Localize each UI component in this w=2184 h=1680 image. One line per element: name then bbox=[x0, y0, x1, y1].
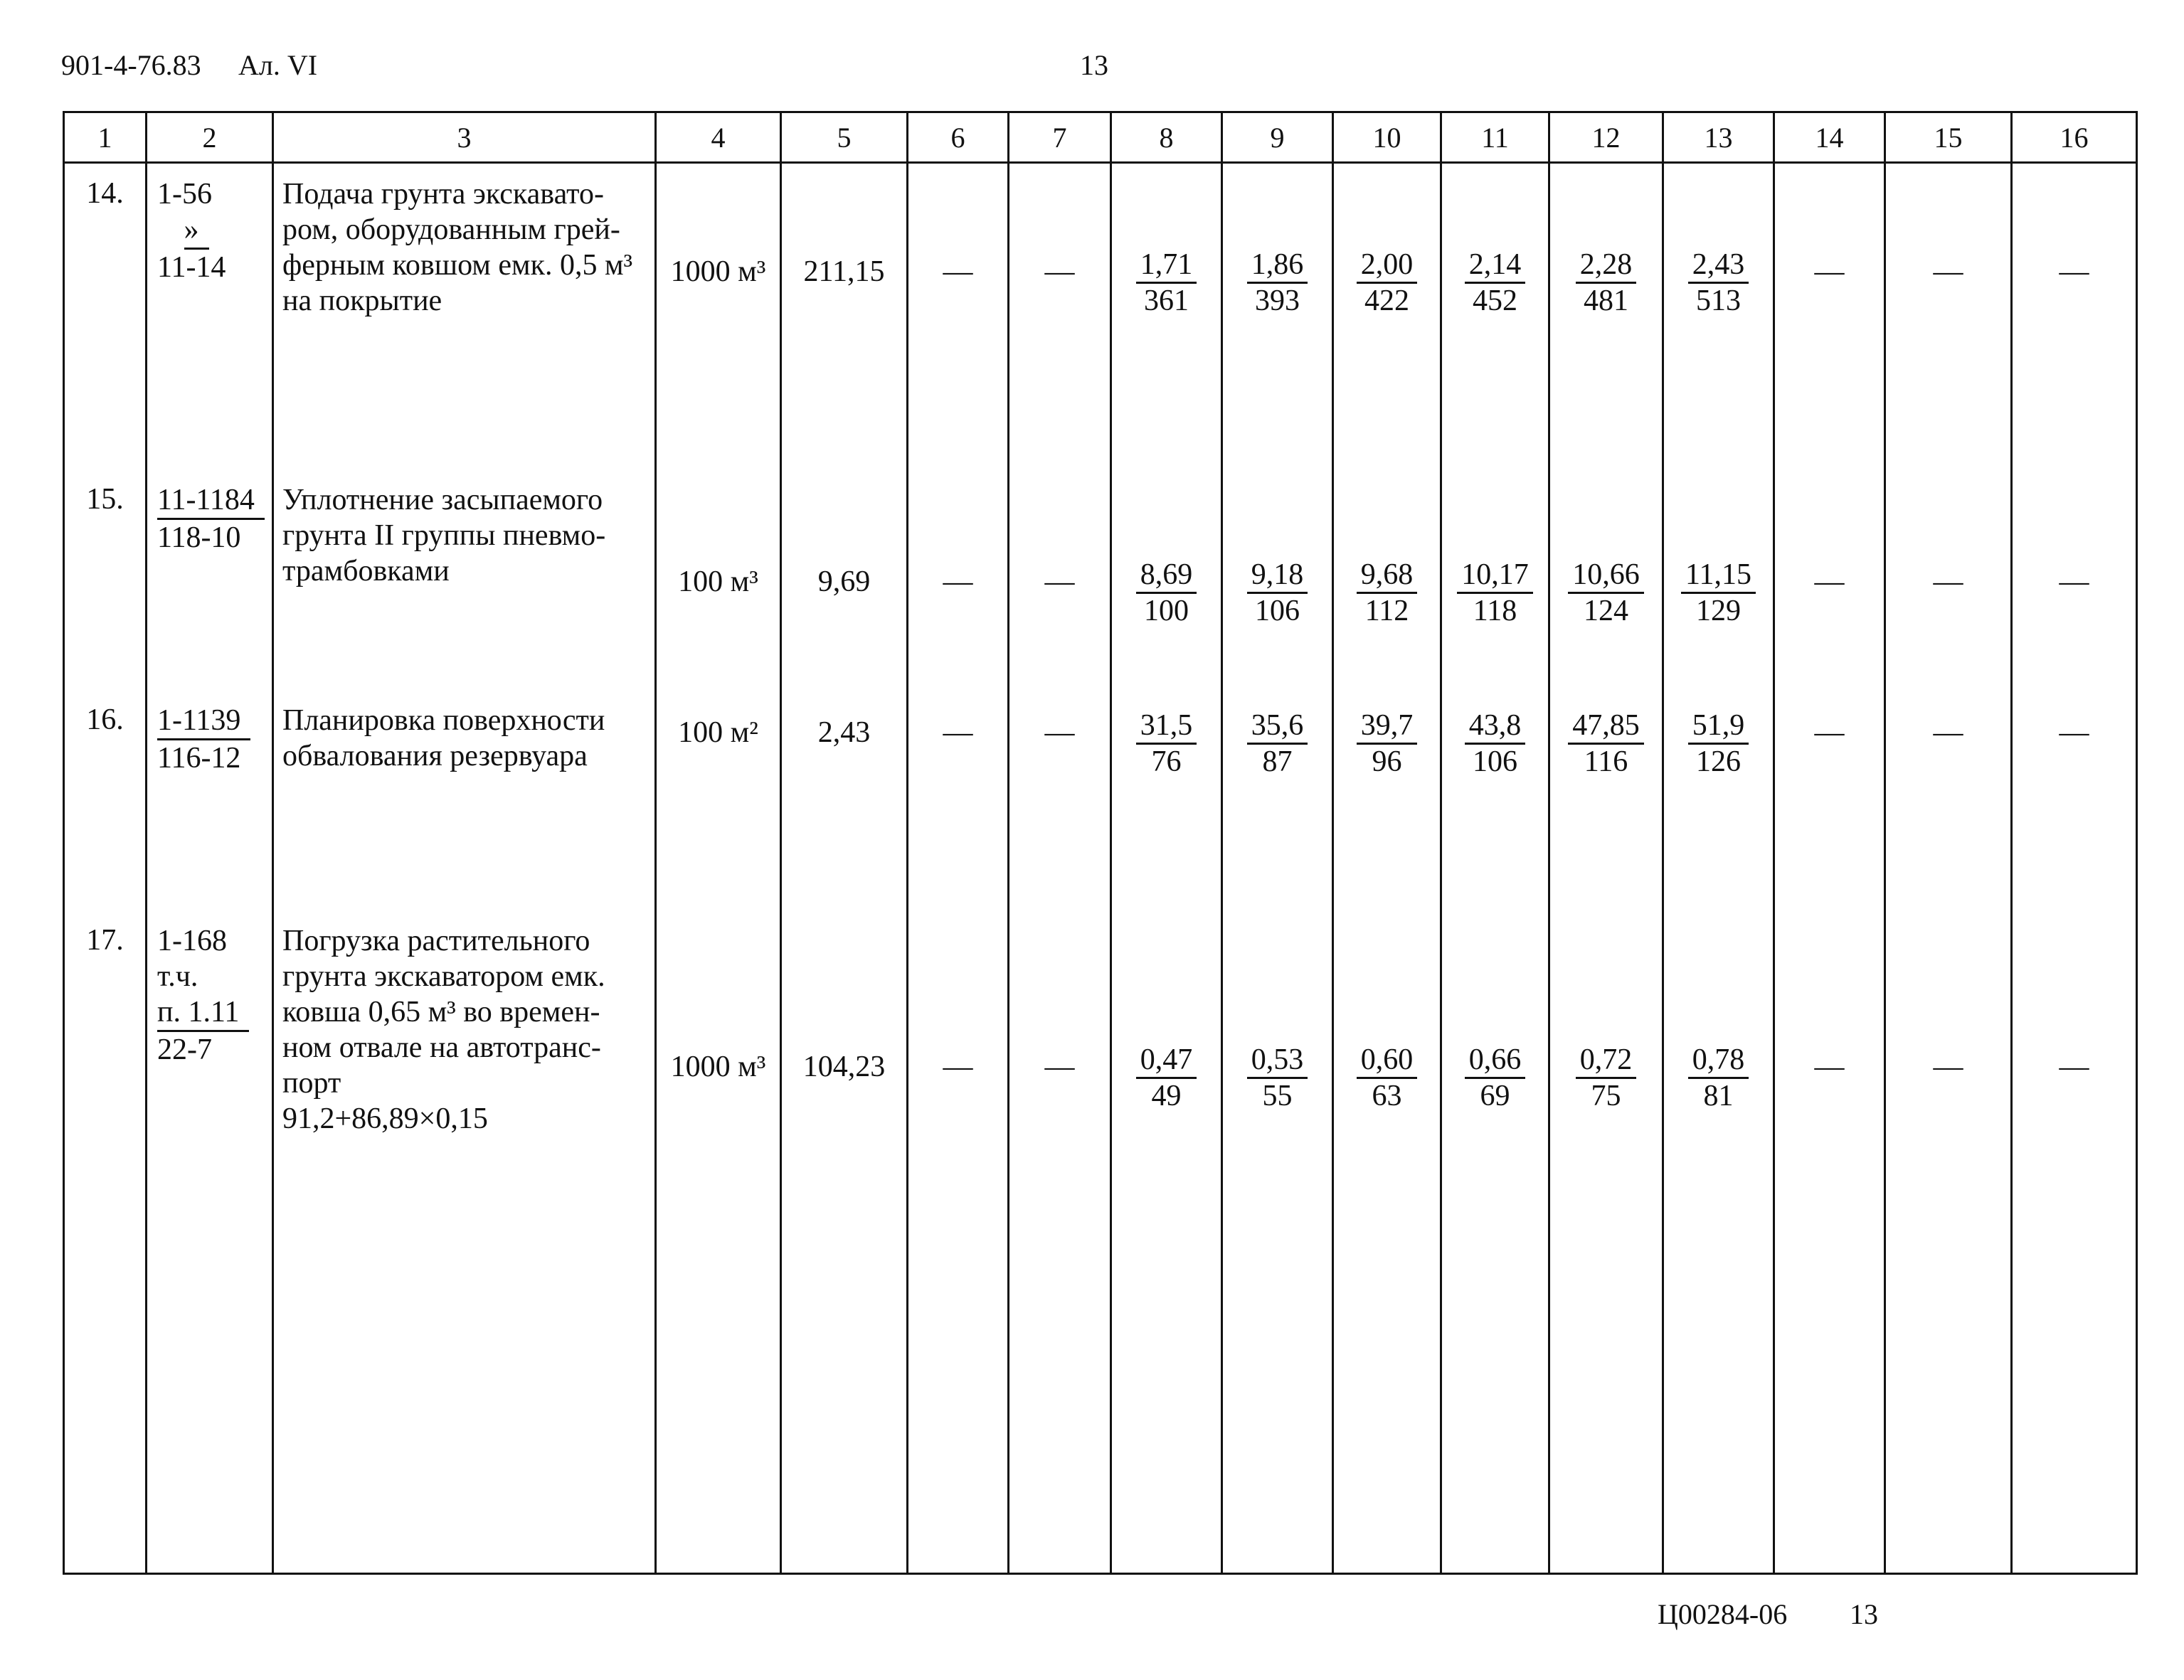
fraction-denominator: 126 bbox=[1696, 745, 1741, 778]
fraction-denominator: 87 bbox=[1262, 745, 1293, 778]
col-7 bbox=[1009, 163, 1111, 1574]
item-number: 16. bbox=[86, 703, 124, 736]
fraction-numerator: 1,86 bbox=[1247, 248, 1308, 284]
fraction-denominator: 112 bbox=[1364, 595, 1409, 627]
fraction-cell bbox=[1223, 248, 1332, 318]
table-body bbox=[64, 163, 2137, 1574]
norm-code-line bbox=[157, 176, 272, 212]
fraction-denominator: 106 bbox=[1473, 745, 1517, 778]
fraction-cell bbox=[1550, 248, 1662, 318]
column-number: 6 bbox=[908, 112, 1009, 163]
fraction-cell bbox=[1334, 558, 1440, 628]
empty-dash: — bbox=[943, 565, 973, 598]
column-number: 15 bbox=[1885, 112, 2012, 163]
fraction-value bbox=[1465, 708, 1526, 779]
fraction-value bbox=[1681, 558, 1756, 628]
fraction-value bbox=[1568, 708, 1644, 779]
fraction-cell bbox=[1112, 558, 1221, 628]
norm-code-text: 1-1139 bbox=[157, 703, 250, 740]
fraction-denominator: 129 bbox=[1695, 595, 1741, 627]
empty-dash: — bbox=[1814, 716, 1845, 749]
fraction-denominator: 481 bbox=[1584, 285, 1628, 317]
fraction-value bbox=[1136, 248, 1197, 318]
fraction-cell bbox=[1112, 1043, 1221, 1113]
col-8 bbox=[1111, 163, 1222, 1574]
description-line: ром, оборудованным грей- bbox=[282, 213, 620, 246]
description-line: грунта экскаватором емк. bbox=[282, 960, 605, 993]
fraction-cell bbox=[1442, 1043, 1548, 1113]
norm-code-text: 118-10 bbox=[157, 521, 241, 554]
col-9 bbox=[1222, 163, 1333, 1574]
norm-code-text: 11-1184 bbox=[157, 482, 265, 520]
fraction-numerator: 1,71 bbox=[1136, 248, 1197, 284]
fraction-denominator: 75 bbox=[1591, 1080, 1621, 1112]
fraction-denominator: 81 bbox=[1703, 1080, 1734, 1112]
col-12 bbox=[1549, 163, 1663, 1574]
fraction-numerator: 0,78 bbox=[1688, 1043, 1749, 1079]
fraction-value bbox=[1465, 248, 1526, 318]
column-number: 4 bbox=[656, 112, 781, 163]
column-number: 13 bbox=[1663, 112, 1774, 163]
quantity-value: 2,43 bbox=[817, 716, 871, 749]
column-number: 5 bbox=[781, 112, 908, 163]
fraction-cell bbox=[1112, 708, 1221, 779]
norm-code-line bbox=[157, 482, 272, 520]
fraction-cell bbox=[1550, 1043, 1662, 1113]
empty-dash: — bbox=[1044, 255, 1075, 288]
column-number: 11 bbox=[1441, 112, 1549, 163]
empty-dash: — bbox=[1044, 716, 1075, 749]
fraction-cell bbox=[1550, 558, 1662, 628]
empty-dash: — bbox=[1933, 1051, 1963, 1083]
fraction-cell bbox=[1550, 708, 1662, 779]
column-number: 10 bbox=[1333, 112, 1441, 163]
work-description bbox=[274, 910, 654, 1137]
quantity-value: 211,15 bbox=[803, 255, 885, 288]
col-6 bbox=[908, 163, 1009, 1574]
norm-code-line bbox=[157, 212, 235, 250]
fraction-value bbox=[1136, 708, 1197, 779]
col-description bbox=[273, 163, 656, 1574]
unit-of-measure: 1000 м³ bbox=[670, 1051, 766, 1083]
description-line: на покрытие bbox=[282, 285, 442, 317]
empty-dash: — bbox=[2059, 1051, 2089, 1083]
col-16 bbox=[2012, 163, 2137, 1574]
unit-of-measure: 1000 м³ bbox=[670, 255, 766, 288]
empty-dash: — bbox=[1933, 565, 1963, 598]
fraction-value bbox=[1568, 558, 1644, 628]
fraction-numerator: 43,8 bbox=[1465, 708, 1526, 745]
fraction-value bbox=[1357, 248, 1418, 318]
norm-code-text: 116-12 bbox=[157, 742, 241, 775]
norm-code-text: 11-14 bbox=[157, 251, 226, 284]
unit-of-measure: 100 м² bbox=[678, 716, 758, 749]
description-line: обвалования резервуара bbox=[282, 740, 588, 772]
fraction-value bbox=[1576, 1043, 1637, 1113]
unit-of-measure: 100 м³ bbox=[678, 565, 758, 598]
norm-code bbox=[147, 910, 272, 1068]
fraction-numerator: 9,68 bbox=[1357, 558, 1418, 594]
work-description bbox=[274, 469, 654, 589]
empty-dash: — bbox=[943, 716, 973, 749]
column-number-row bbox=[64, 112, 2137, 163]
column-number: 12 bbox=[1549, 112, 1663, 163]
col-10 bbox=[1333, 163, 1441, 1574]
empty-dash: — bbox=[943, 255, 973, 288]
column-number: 1 bbox=[64, 112, 147, 163]
fraction-denominator: 452 bbox=[1473, 285, 1517, 317]
norm-code-line bbox=[157, 923, 272, 959]
fraction-denominator: 96 bbox=[1372, 745, 1402, 778]
fraction-denominator: 393 bbox=[1255, 285, 1300, 317]
fraction-numerator: 9,18 bbox=[1247, 558, 1308, 594]
col-quantity bbox=[781, 163, 908, 1574]
fraction-cell bbox=[1223, 558, 1332, 628]
empty-dash: — bbox=[2059, 716, 2089, 749]
item-number: 14. bbox=[86, 177, 124, 210]
fraction-cell bbox=[1442, 558, 1548, 628]
fraction-cell bbox=[1664, 558, 1773, 628]
fraction-denominator: 106 bbox=[1255, 595, 1300, 627]
description-line: трамбовками bbox=[282, 555, 450, 588]
fraction-numerator: 0,66 bbox=[1465, 1043, 1526, 1079]
fraction-value bbox=[1576, 248, 1637, 318]
description-line: ном отвале на автотранс- bbox=[282, 1031, 601, 1064]
fraction-value bbox=[1465, 1043, 1526, 1113]
column-number: 8 bbox=[1111, 112, 1222, 163]
description-line: Погрузка растительного bbox=[282, 925, 590, 957]
norm-code-line bbox=[157, 250, 272, 285]
fraction-cell bbox=[1664, 248, 1773, 318]
work-description bbox=[274, 690, 654, 774]
description-line: Планировка поверхности bbox=[282, 704, 605, 737]
fraction-cell bbox=[1223, 1043, 1332, 1113]
fraction-value bbox=[1247, 1043, 1308, 1113]
norm-code-line bbox=[157, 994, 272, 1032]
col-13 bbox=[1663, 163, 1774, 1574]
norm-code-text: п. 1.11 bbox=[157, 994, 249, 1032]
fraction-cell bbox=[1664, 1043, 1773, 1113]
fraction-denominator: 49 bbox=[1151, 1080, 1182, 1112]
fraction-value bbox=[1688, 708, 1749, 779]
document-code: 901-4-76.83 bbox=[61, 49, 201, 81]
description-line: ферным ковшом емк. 0,5 м³ bbox=[282, 249, 633, 282]
norm-code-text: т.ч. bbox=[157, 960, 198, 993]
fraction-denominator: 361 bbox=[1144, 285, 1189, 317]
empty-dash: — bbox=[1814, 255, 1845, 288]
norm-code-text: » bbox=[184, 212, 209, 250]
fraction-numerator: 0,53 bbox=[1247, 1043, 1308, 1079]
footer-page-number: 13 bbox=[1850, 1598, 1878, 1630]
fraction-value bbox=[1688, 248, 1749, 318]
col-unit bbox=[656, 163, 781, 1574]
col-norm-code bbox=[147, 163, 273, 1574]
fraction-cell bbox=[1223, 708, 1332, 779]
quantity-value: 9,69 bbox=[817, 565, 871, 598]
fraction-denominator: 422 bbox=[1364, 285, 1409, 317]
col-14 bbox=[1774, 163, 1885, 1574]
fraction-numerator: 2,00 bbox=[1357, 248, 1418, 284]
description-line: ковша 0,65 м³ во времен- bbox=[282, 996, 600, 1028]
norm-code-text: 1-168 bbox=[157, 925, 227, 957]
empty-dash: — bbox=[1044, 1051, 1075, 1083]
fraction-cell bbox=[1334, 248, 1440, 318]
quantity-value: 104,23 bbox=[802, 1051, 886, 1083]
empty-dash: — bbox=[1044, 565, 1075, 598]
fraction-numerator: 2,14 bbox=[1465, 248, 1526, 284]
fraction-numerator: 51,9 bbox=[1688, 708, 1749, 745]
empty-dash: — bbox=[2059, 255, 2089, 288]
fraction-cell bbox=[1442, 248, 1548, 318]
description-line: грунта II группы пневмо- bbox=[282, 519, 606, 552]
fraction-denominator: 69 bbox=[1480, 1080, 1510, 1112]
norm-code bbox=[147, 469, 272, 555]
description-line: Уплотнение засыпаемого bbox=[282, 484, 603, 516]
column-number: 7 bbox=[1009, 112, 1111, 163]
column-number: 14 bbox=[1774, 112, 1885, 163]
fraction-denominator: 116 bbox=[1584, 745, 1628, 778]
fraction-denominator: 513 bbox=[1696, 285, 1741, 317]
fraction-numerator: 0,47 bbox=[1136, 1043, 1197, 1079]
column-number: 9 bbox=[1222, 112, 1333, 163]
fraction-denominator: 100 bbox=[1144, 595, 1189, 627]
fraction-cell bbox=[1664, 708, 1773, 779]
page-number: 13 bbox=[1080, 49, 1108, 81]
empty-dash: — bbox=[1814, 565, 1845, 598]
fraction-denominator: 118 bbox=[1473, 595, 1517, 627]
empty-dash: — bbox=[2059, 565, 2089, 598]
norm-code-line bbox=[157, 520, 272, 555]
sheet-label: Ал. VI bbox=[238, 49, 318, 81]
fraction-numerator: 47,85 bbox=[1568, 708, 1644, 745]
norm-code-text: 1-56 bbox=[157, 178, 212, 211]
empty-dash: — bbox=[1933, 255, 1963, 288]
fraction-numerator: 31,5 bbox=[1136, 708, 1197, 745]
norm-code-line bbox=[157, 959, 272, 994]
fraction-numerator: 0,72 bbox=[1576, 1043, 1637, 1079]
empty-dash: — bbox=[1933, 716, 1963, 749]
fraction-value bbox=[1136, 1043, 1197, 1113]
fraction-value bbox=[1136, 558, 1197, 628]
fraction-value bbox=[1357, 1043, 1418, 1113]
fraction-numerator: 39,7 bbox=[1357, 708, 1418, 745]
empty-dash: — bbox=[1814, 1051, 1845, 1083]
fraction-value bbox=[1247, 708, 1308, 779]
norm-code-line bbox=[157, 1032, 272, 1068]
norm-code bbox=[147, 164, 272, 285]
norm-code-text: 22-7 bbox=[157, 1033, 212, 1066]
col-11 bbox=[1441, 163, 1549, 1574]
col-item-number bbox=[64, 163, 147, 1574]
description-line: Подача грунта экскавато- bbox=[282, 178, 604, 211]
fraction-numerator: 10,66 bbox=[1568, 558, 1644, 594]
estimate-table bbox=[63, 111, 2138, 1575]
fraction-value bbox=[1457, 558, 1533, 628]
work-description bbox=[274, 164, 654, 319]
fraction-cell bbox=[1334, 1043, 1440, 1113]
fraction-numerator: 11,15 bbox=[1681, 558, 1756, 594]
description-line: порт bbox=[282, 1067, 341, 1100]
fraction-denominator: 63 bbox=[1372, 1080, 1402, 1112]
norm-code bbox=[147, 690, 272, 776]
fraction-cell bbox=[1112, 248, 1221, 318]
fraction-denominator: 76 bbox=[1151, 745, 1182, 778]
col-15 bbox=[1885, 163, 2012, 1574]
fraction-numerator: 2,43 bbox=[1688, 248, 1749, 284]
fraction-numerator: 8,69 bbox=[1136, 558, 1197, 594]
item-number: 15. bbox=[86, 483, 124, 516]
column-number: 16 bbox=[2012, 112, 2137, 163]
fraction-value bbox=[1688, 1043, 1749, 1113]
fraction-denominator: 55 bbox=[1262, 1080, 1293, 1112]
fraction-numerator: 2,28 bbox=[1576, 248, 1637, 284]
empty-dash: — bbox=[943, 1051, 973, 1083]
fraction-value bbox=[1247, 558, 1308, 628]
fraction-value bbox=[1357, 558, 1418, 628]
item-number: 17. bbox=[86, 924, 124, 957]
fraction-denominator: 124 bbox=[1584, 595, 1628, 627]
fraction-numerator: 0,60 bbox=[1357, 1043, 1418, 1079]
fraction-cell bbox=[1334, 708, 1440, 779]
footer-code: Ц00284-06 bbox=[1658, 1598, 1788, 1630]
norm-code-line bbox=[157, 740, 272, 776]
fraction-value bbox=[1247, 248, 1308, 318]
norm-code-line bbox=[157, 703, 272, 740]
fraction-numerator: 35,6 bbox=[1247, 708, 1308, 745]
description-line: 91,2+86,89×0,15 bbox=[282, 1102, 488, 1135]
column-number: 3 bbox=[273, 112, 656, 163]
column-number: 2 bbox=[147, 112, 273, 163]
fraction-cell bbox=[1442, 708, 1548, 779]
fraction-numerator: 10,17 bbox=[1457, 558, 1533, 594]
fraction-value bbox=[1357, 708, 1418, 779]
